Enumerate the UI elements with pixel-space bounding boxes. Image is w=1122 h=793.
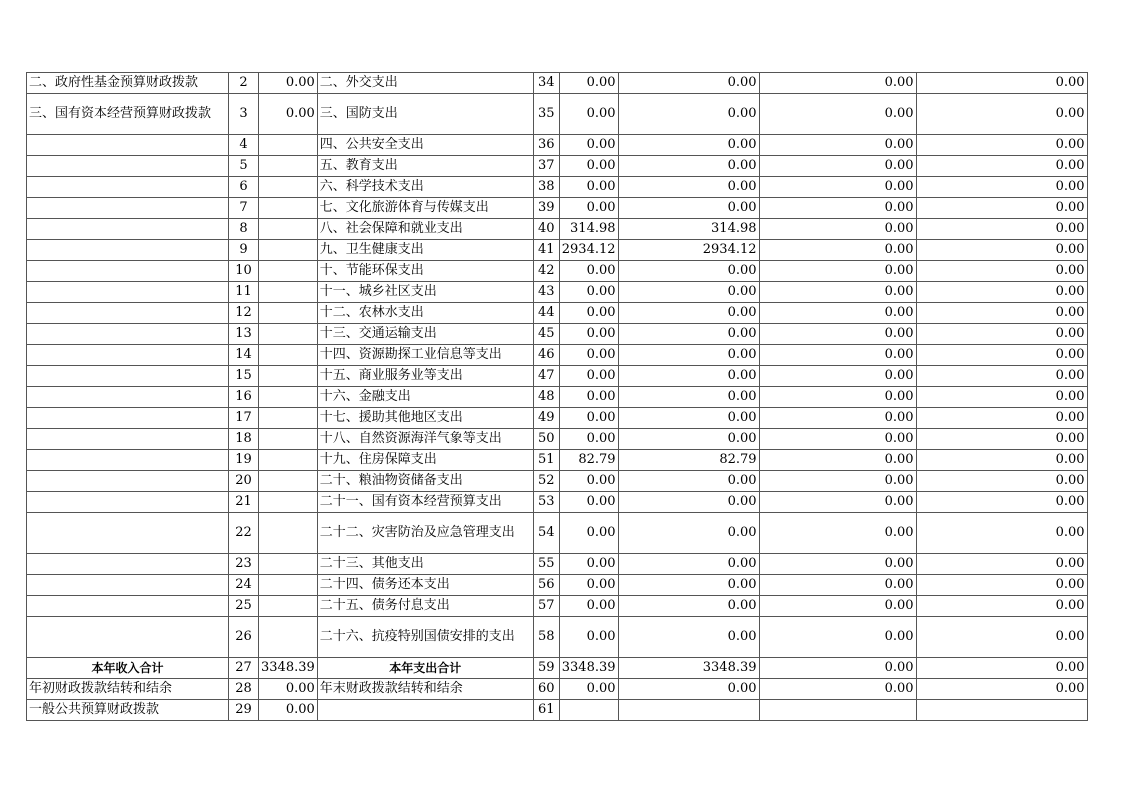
general-budget-cell: 0.00 — [618, 387, 759, 408]
income-amount-cell — [259, 198, 318, 219]
expense-item-cell: 二十一、国有资本经营预算支出 — [317, 492, 533, 513]
gov-fund-cell: 0.00 — [759, 617, 916, 658]
expense-line-cell: 35 — [533, 94, 559, 135]
income-amount-cell — [259, 471, 318, 492]
total-amount-cell: 0.00 — [559, 575, 618, 596]
income-line-cell: 27 — [229, 658, 259, 679]
gov-fund-cell: 0.00 — [759, 177, 916, 198]
expense-item-cell: 十、节能环保支出 — [317, 261, 533, 282]
table-row — [27, 261, 1088, 282]
income-line-cell: 13 — [229, 324, 259, 345]
expense-line-cell: 36 — [533, 135, 559, 156]
expense-item-cell: 三、国防支出 — [317, 94, 533, 135]
state-capital-cell: 0.00 — [916, 135, 1087, 156]
income-amount-cell — [259, 450, 318, 471]
expense-item-cell — [317, 700, 533, 721]
state-capital-cell: 0.00 — [916, 513, 1087, 554]
income-line-cell: 21 — [229, 492, 259, 513]
gov-fund-cell: 0.00 — [759, 198, 916, 219]
gov-fund-cell: 0.00 — [759, 554, 916, 575]
total-amount-cell: 0.00 — [559, 261, 618, 282]
income-item-cell — [27, 261, 229, 282]
income-amount-cell: 0.00 — [259, 679, 318, 700]
gov-fund-cell — [759, 700, 916, 721]
table-row — [27, 282, 1088, 303]
expense-line-cell: 50 — [533, 429, 559, 450]
income-amount-cell: 0.00 — [259, 73, 318, 94]
income-amount-cell — [259, 575, 318, 596]
expense-line-cell: 49 — [533, 408, 559, 429]
income-amount-cell — [259, 492, 318, 513]
income-amount-cell — [259, 387, 318, 408]
income-line-cell: 6 — [229, 177, 259, 198]
income-line-cell: 28 — [229, 679, 259, 700]
general-budget-cell: 0.00 — [618, 324, 759, 345]
income-line-cell: 26 — [229, 617, 259, 658]
total-amount-cell: 0.00 — [559, 429, 618, 450]
expense-line-cell: 52 — [533, 471, 559, 492]
gov-fund-cell: 0.00 — [759, 94, 916, 135]
state-capital-cell: 0.00 — [916, 282, 1087, 303]
expense-line-cell: 53 — [533, 492, 559, 513]
state-capital-cell: 0.00 — [916, 219, 1087, 240]
expense-line-cell: 43 — [533, 282, 559, 303]
table-row — [27, 219, 1088, 240]
state-capital-cell: 0.00 — [916, 240, 1087, 261]
expense-item-cell: 十八、自然资源海洋气象等支出 — [317, 429, 533, 450]
gov-fund-cell: 0.00 — [759, 135, 916, 156]
state-capital-cell: 0.00 — [916, 156, 1087, 177]
general-budget-cell: 0.00 — [618, 492, 759, 513]
state-capital-cell: 0.00 — [916, 450, 1087, 471]
income-item-cell — [27, 198, 229, 219]
table-row — [27, 554, 1088, 575]
income-line-cell: 17 — [229, 408, 259, 429]
expense-line-cell: 54 — [533, 513, 559, 554]
table-row — [27, 471, 1088, 492]
income-item-cell — [27, 219, 229, 240]
expense-item-cell: 十三、交通运输支出 — [317, 324, 533, 345]
total-amount-cell: 0.00 — [559, 73, 618, 94]
expense-line-cell: 61 — [533, 700, 559, 721]
table-row — [27, 596, 1088, 617]
income-item-cell: 本年收入合计 — [27, 658, 229, 679]
total-amount-cell: 0.00 — [559, 471, 618, 492]
expense-line-cell: 47 — [533, 366, 559, 387]
expense-line-cell: 60 — [533, 679, 559, 700]
income-line-cell: 9 — [229, 240, 259, 261]
income-item-cell — [27, 554, 229, 575]
expense-item-cell: 十二、农林水支出 — [317, 303, 533, 324]
expense-line-cell: 48 — [533, 387, 559, 408]
table-row — [27, 156, 1088, 177]
table-row — [27, 700, 1088, 721]
income-item-cell — [27, 596, 229, 617]
expense-line-cell: 41 — [533, 240, 559, 261]
state-capital-cell: 0.00 — [916, 492, 1087, 513]
gov-fund-cell: 0.00 — [759, 261, 916, 282]
state-capital-cell: 0.00 — [916, 429, 1087, 450]
total-amount-cell: 0.00 — [559, 679, 618, 700]
budget-table — [26, 72, 1088, 721]
total-amount-cell: 0.00 — [559, 156, 618, 177]
income-item-cell — [27, 135, 229, 156]
table-row — [27, 492, 1088, 513]
income-item-cell — [27, 345, 229, 366]
income-amount-cell: 0.00 — [259, 700, 318, 721]
income-amount-cell — [259, 366, 318, 387]
income-amount-cell — [259, 324, 318, 345]
gov-fund-cell: 0.00 — [759, 408, 916, 429]
general-budget-cell: 314.98 — [618, 219, 759, 240]
expense-line-cell: 55 — [533, 554, 559, 575]
state-capital-cell: 0.00 — [916, 471, 1087, 492]
expense-item-cell: 六、科学技术支出 — [317, 177, 533, 198]
income-line-cell: 2 — [229, 73, 259, 94]
income-amount-cell — [259, 617, 318, 658]
gov-fund-cell: 0.00 — [759, 575, 916, 596]
gov-fund-cell: 0.00 — [759, 345, 916, 366]
expense-item-cell: 十一、城乡社区支出 — [317, 282, 533, 303]
total-amount-cell: 0.00 — [559, 135, 618, 156]
general-budget-cell: 0.00 — [618, 679, 759, 700]
total-amount-cell: 0.00 — [559, 617, 618, 658]
expense-line-cell: 56 — [533, 575, 559, 596]
total-amount-cell: 0.00 — [559, 345, 618, 366]
income-line-cell: 20 — [229, 471, 259, 492]
state-capital-cell: 0.00 — [916, 324, 1087, 345]
expense-line-cell: 45 — [533, 324, 559, 345]
total-amount-cell: 2934.12 — [559, 240, 618, 261]
general-budget-cell: 0.00 — [618, 429, 759, 450]
income-amount-cell — [259, 345, 318, 366]
income-item-cell: 二、政府性基金预算财政拨款 — [27, 73, 229, 94]
income-amount-cell — [259, 177, 318, 198]
income-line-cell: 16 — [229, 387, 259, 408]
general-budget-cell: 0.00 — [618, 94, 759, 135]
income-line-cell: 14 — [229, 345, 259, 366]
expense-item-cell: 八、社会保障和就业支出 — [317, 219, 533, 240]
expense-item-cell: 二十五、债务付息支出 — [317, 596, 533, 617]
total-amount-cell: 0.00 — [559, 324, 618, 345]
income-amount-cell — [259, 156, 318, 177]
income-item-cell — [27, 324, 229, 345]
general-budget-cell: 0.00 — [618, 575, 759, 596]
expense-line-cell: 42 — [533, 261, 559, 282]
income-line-cell: 5 — [229, 156, 259, 177]
total-amount-cell: 0.00 — [559, 513, 618, 554]
general-budget-cell: 0.00 — [618, 198, 759, 219]
expense-item-cell: 七、文化旅游体育与传媒支出 — [317, 198, 533, 219]
income-item-cell — [27, 240, 229, 261]
income-item-cell: 三、国有资本经营预算财政拨款 — [27, 94, 229, 135]
general-budget-cell: 3348.39 — [618, 658, 759, 679]
expense-item-cell: 十四、资源勘探工业信息等支出 — [317, 345, 533, 366]
general-budget-cell: 0.00 — [618, 366, 759, 387]
gov-fund-cell: 0.00 — [759, 513, 916, 554]
income-line-cell: 7 — [229, 198, 259, 219]
expense-item-cell: 二十三、其他支出 — [317, 554, 533, 575]
expense-item-cell: 十五、商业服务业等支出 — [317, 366, 533, 387]
total-amount-cell: 0.00 — [559, 554, 618, 575]
expense-item-cell: 二十二、灾害防治及应急管理支出 — [317, 513, 533, 554]
total-amount-cell: 82.79 — [559, 450, 618, 471]
general-budget-cell: 0.00 — [618, 554, 759, 575]
expense-line-cell: 38 — [533, 177, 559, 198]
general-budget-cell: 0.00 — [618, 303, 759, 324]
expense-line-cell: 37 — [533, 156, 559, 177]
gov-fund-cell: 0.00 — [759, 73, 916, 94]
income-item-cell — [27, 471, 229, 492]
general-budget-cell: 0.00 — [618, 471, 759, 492]
income-line-cell: 29 — [229, 700, 259, 721]
table-row — [27, 198, 1088, 219]
income-item-cell: 一般公共预算财政拨款 — [27, 700, 229, 721]
expense-item-cell: 九、卫生健康支出 — [317, 240, 533, 261]
table-row — [27, 408, 1088, 429]
expense-item-cell: 二十四、债务还本支出 — [317, 575, 533, 596]
expense-item-cell: 二、外交支出 — [317, 73, 533, 94]
expense-item-cell: 年末财政拨款结转和结余 — [317, 679, 533, 700]
total-amount-cell: 0.00 — [559, 596, 618, 617]
general-budget-cell: 0.00 — [618, 345, 759, 366]
income-item-cell — [27, 575, 229, 596]
gov-fund-cell: 0.00 — [759, 387, 916, 408]
total-amount-cell: 0.00 — [559, 366, 618, 387]
expense-line-cell: 39 — [533, 198, 559, 219]
expense-item-cell: 二十、粮油物资储备支出 — [317, 471, 533, 492]
income-amount-cell — [259, 408, 318, 429]
expense-line-cell: 40 — [533, 219, 559, 240]
state-capital-cell: 0.00 — [916, 658, 1087, 679]
income-item-cell — [27, 513, 229, 554]
total-amount-cell: 3348.39 — [559, 658, 618, 679]
income-amount-cell — [259, 513, 318, 554]
income-line-cell: 3 — [229, 94, 259, 135]
expense-line-cell: 44 — [533, 303, 559, 324]
income-item-cell — [27, 617, 229, 658]
income-line-cell: 18 — [229, 429, 259, 450]
general-budget-cell: 0.00 — [618, 513, 759, 554]
income-item-cell — [27, 450, 229, 471]
gov-fund-cell: 0.00 — [759, 282, 916, 303]
income-line-cell: 4 — [229, 135, 259, 156]
income-item-cell — [27, 429, 229, 450]
table-row — [27, 73, 1088, 94]
state-capital-cell: 0.00 — [916, 345, 1087, 366]
gov-fund-cell: 0.00 — [759, 450, 916, 471]
table-row — [27, 303, 1088, 324]
income-line-cell: 22 — [229, 513, 259, 554]
expense-item-cell: 本年支出合计 — [317, 658, 533, 679]
income-item-cell — [27, 177, 229, 198]
table-body — [27, 73, 1088, 721]
general-budget-cell: 2934.12 — [618, 240, 759, 261]
expense-item-cell: 四、公共安全支出 — [317, 135, 533, 156]
state-capital-cell: 0.00 — [916, 261, 1087, 282]
gov-fund-cell: 0.00 — [759, 679, 916, 700]
income-line-cell: 24 — [229, 575, 259, 596]
table-row — [27, 324, 1088, 345]
total-amount-cell: 0.00 — [559, 408, 618, 429]
table-row — [27, 94, 1088, 135]
general-budget-cell: 82.79 — [618, 450, 759, 471]
income-line-cell: 8 — [229, 219, 259, 240]
gov-fund-cell: 0.00 — [759, 492, 916, 513]
state-capital-cell: 0.00 — [916, 94, 1087, 135]
income-amount-cell — [259, 554, 318, 575]
expense-line-cell: 57 — [533, 596, 559, 617]
state-capital-cell: 0.00 — [916, 366, 1087, 387]
state-capital-cell: 0.00 — [916, 617, 1087, 658]
income-amount-cell — [259, 240, 318, 261]
general-budget-cell — [618, 700, 759, 721]
total-amount-cell: 0.00 — [559, 492, 618, 513]
state-capital-cell: 0.00 — [916, 408, 1087, 429]
table-row — [27, 429, 1088, 450]
general-budget-cell: 0.00 — [618, 261, 759, 282]
expense-line-cell: 59 — [533, 658, 559, 679]
income-item-cell — [27, 366, 229, 387]
expense-line-cell: 46 — [533, 345, 559, 366]
income-item-cell — [27, 282, 229, 303]
income-item-cell — [27, 387, 229, 408]
table-row — [27, 345, 1088, 366]
expense-line-cell: 58 — [533, 617, 559, 658]
gov-fund-cell: 0.00 — [759, 658, 916, 679]
expense-line-cell: 51 — [533, 450, 559, 471]
income-amount-cell: 3348.39 — [259, 658, 318, 679]
income-item-cell: 年初财政拨款结转和结余 — [27, 679, 229, 700]
gov-fund-cell: 0.00 — [759, 156, 916, 177]
expense-item-cell: 十七、援助其他地区支出 — [317, 408, 533, 429]
income-amount-cell — [259, 429, 318, 450]
income-amount-cell: 0.00 — [259, 94, 318, 135]
general-budget-cell: 0.00 — [618, 156, 759, 177]
general-budget-cell: 0.00 — [618, 408, 759, 429]
state-capital-cell — [916, 700, 1087, 721]
table-row — [27, 513, 1088, 554]
table-row — [27, 240, 1088, 261]
gov-fund-cell: 0.00 — [759, 429, 916, 450]
state-capital-cell: 0.00 — [916, 198, 1087, 219]
income-item-cell — [27, 492, 229, 513]
income-line-cell: 12 — [229, 303, 259, 324]
state-capital-cell: 0.00 — [916, 387, 1087, 408]
general-budget-cell: 0.00 — [618, 177, 759, 198]
expense-item-cell: 十九、住房保障支出 — [317, 450, 533, 471]
state-capital-cell: 0.00 — [916, 554, 1087, 575]
general-budget-cell: 0.00 — [618, 135, 759, 156]
total-amount-cell: 0.00 — [559, 303, 618, 324]
income-amount-cell — [259, 135, 318, 156]
income-line-cell: 11 — [229, 282, 259, 303]
general-budget-cell: 0.00 — [618, 73, 759, 94]
income-line-cell: 10 — [229, 261, 259, 282]
total-amount-cell: 0.00 — [559, 94, 618, 135]
state-capital-cell: 0.00 — [916, 303, 1087, 324]
table-row — [27, 450, 1088, 471]
table-row — [27, 387, 1088, 408]
income-amount-cell — [259, 596, 318, 617]
table-row — [27, 177, 1088, 198]
gov-fund-cell: 0.00 — [759, 366, 916, 387]
gov-fund-cell: 0.00 — [759, 219, 916, 240]
income-amount-cell — [259, 282, 318, 303]
state-capital-cell: 0.00 — [916, 679, 1087, 700]
income-amount-cell — [259, 261, 318, 282]
general-budget-cell: 0.00 — [618, 596, 759, 617]
table-row — [27, 366, 1088, 387]
gov-fund-cell: 0.00 — [759, 303, 916, 324]
state-capital-cell: 0.00 — [916, 73, 1087, 94]
income-line-cell: 15 — [229, 366, 259, 387]
income-line-cell: 25 — [229, 596, 259, 617]
expense-item-cell: 十六、金融支出 — [317, 387, 533, 408]
general-budget-cell: 0.00 — [618, 282, 759, 303]
table-row — [27, 679, 1088, 700]
table-row — [27, 135, 1088, 156]
total-amount-cell: 314.98 — [559, 219, 618, 240]
income-item-cell — [27, 303, 229, 324]
expense-item-cell: 二十六、抗疫特别国债安排的支出 — [317, 617, 533, 658]
total-amount-cell: 0.00 — [559, 177, 618, 198]
expense-item-cell: 五、教育支出 — [317, 156, 533, 177]
income-line-cell: 23 — [229, 554, 259, 575]
income-item-cell — [27, 156, 229, 177]
total-amount-cell: 0.00 — [559, 198, 618, 219]
income-line-cell: 19 — [229, 450, 259, 471]
expense-line-cell: 34 — [533, 73, 559, 94]
gov-fund-cell: 0.00 — [759, 324, 916, 345]
table-row — [27, 575, 1088, 596]
income-amount-cell — [259, 219, 318, 240]
income-item-cell — [27, 408, 229, 429]
income-amount-cell — [259, 303, 318, 324]
total-amount-cell: 0.00 — [559, 387, 618, 408]
table-row — [27, 617, 1088, 658]
general-budget-cell: 0.00 — [618, 617, 759, 658]
state-capital-cell: 0.00 — [916, 596, 1087, 617]
total-amount-cell — [559, 700, 618, 721]
state-capital-cell: 0.00 — [916, 575, 1087, 596]
state-capital-cell: 0.00 — [916, 177, 1087, 198]
total-amount-cell: 0.00 — [559, 282, 618, 303]
gov-fund-cell: 0.00 — [759, 596, 916, 617]
table-row — [27, 658, 1088, 679]
gov-fund-cell: 0.00 — [759, 240, 916, 261]
gov-fund-cell: 0.00 — [759, 471, 916, 492]
